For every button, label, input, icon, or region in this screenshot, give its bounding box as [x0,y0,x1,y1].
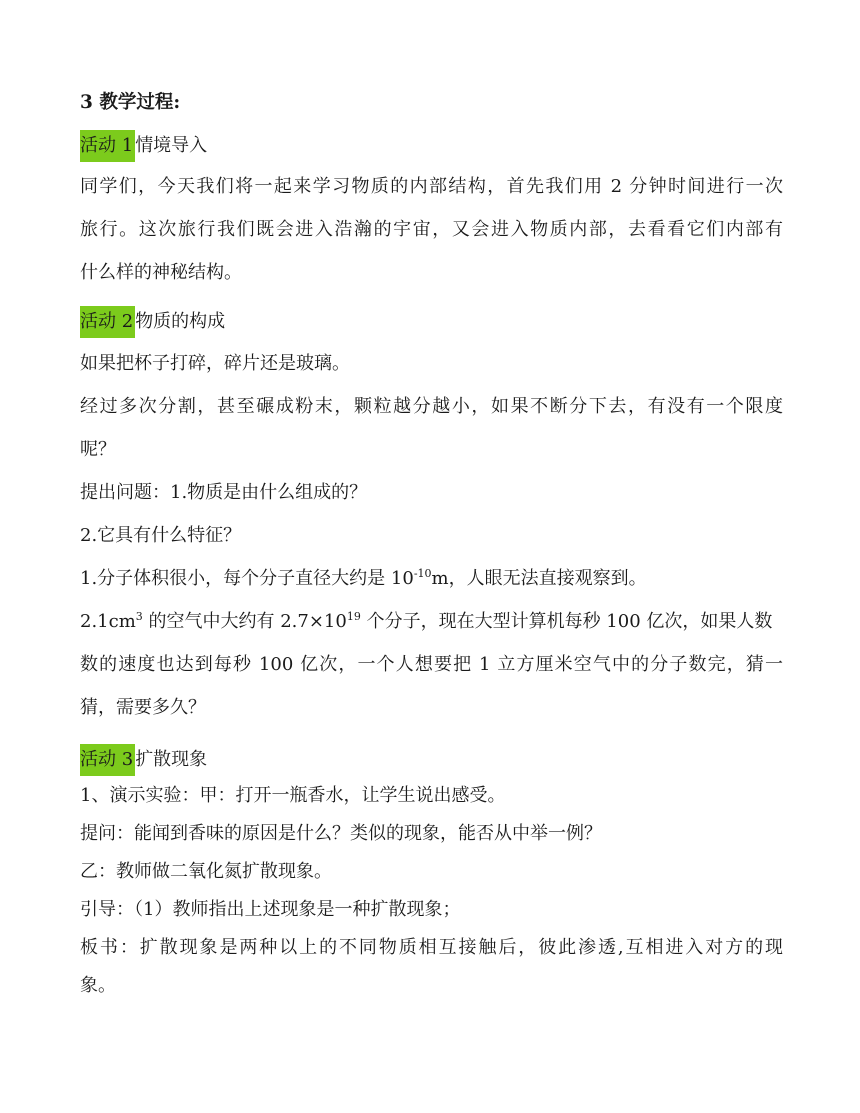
activity-2-paragraph-1: 如果把杯子打碎，碎片还是玻璃。 [80,353,350,374]
activity-3-line-3: 乙：教师做二氧化氮扩散现象。 [80,861,332,882]
activity-2-paragraph-2-line-1: 经过多次分割，甚至碾成粉末，颗粒越分越小，如果不断分下去，有没有一个限度 [80,396,783,417]
activity-3-line-6: 象。 [80,975,116,996]
fact-2-exponent-2: 19 [346,610,361,623]
activity-3-line-1: 1、演示实验：甲：打开一瓶香水，让学生说出感受。 [80,785,506,806]
fact-2-exponent-1: 3 [135,610,143,623]
activity-2-paragraph-2-line-2: 呢？ [80,439,116,460]
fact-1-text-pre: 1.分子体积很小，每个分子直径大约是 10 [80,568,414,589]
activity-1-line-2: 旅行。这次旅行我们既会进入浩瀚的宇宙，又会进入物质内部，去看看它们内部有 [80,219,783,240]
activity-1-heading [80,130,207,160]
fact-2-text-mid: 的空气中大约有 2.7×10 [142,611,347,632]
section-heading: 3 教学过程: [80,92,181,113]
fact-1 [80,564,647,594]
fact-2-line-2: 数的速度也达到每秒 100 亿次，一个人想要把 1 立方厘米空气中的分子数完，猜一 [80,654,783,675]
fact-2-line-3: 猜，需要多久？ [80,697,206,718]
activity-2-heading [80,306,225,336]
question-1: 提出问题：1.物质是由什么组成的？ [80,482,368,503]
activity-1-title: 情境导入 [135,135,208,156]
activity-3-tag: 活动 3 [80,744,135,776]
question-2: 2.它具有什么特征？ [80,525,242,546]
fact-1-text-post: m，人眼无法直接观察到。 [431,568,647,589]
fact-2-line-1 [80,607,785,637]
fact-2-text-pre: 2.1cm [80,611,136,632]
activity-3-line-5: 板书：扩散现象是两种以上的不同物质相互接触后，彼此渗透,互相进入对方的现 [80,937,783,958]
fact-2-text-post: 个分子，现在大型计算机每秒 100 亿次，如果人数 [360,611,773,632]
activity-1-line-3: 什么样的神秘结构。 [80,262,242,283]
activity-3-line-2: 提问：能闻到香味的原因是什么？类似的现象，能否从中举一例？ [80,823,602,844]
activity-2-tag: 活动 2 [80,306,135,338]
activity-1-tag: 活动 1 [80,130,135,162]
activity-2-title: 物质的构成 [135,311,226,332]
activity-3-title: 扩散现象 [135,749,208,770]
activity-3-heading [80,744,207,774]
activity-3-line-4: 引导：（1）教师指出上述现象是一种扩散现象； [80,899,461,920]
activity-1-line-1: 同学们，今天我们将一起来学习物质的内部结构，首先我们用 2 分钟时间进行一次 [80,176,783,197]
fact-1-exponent: -10 [413,567,432,580]
